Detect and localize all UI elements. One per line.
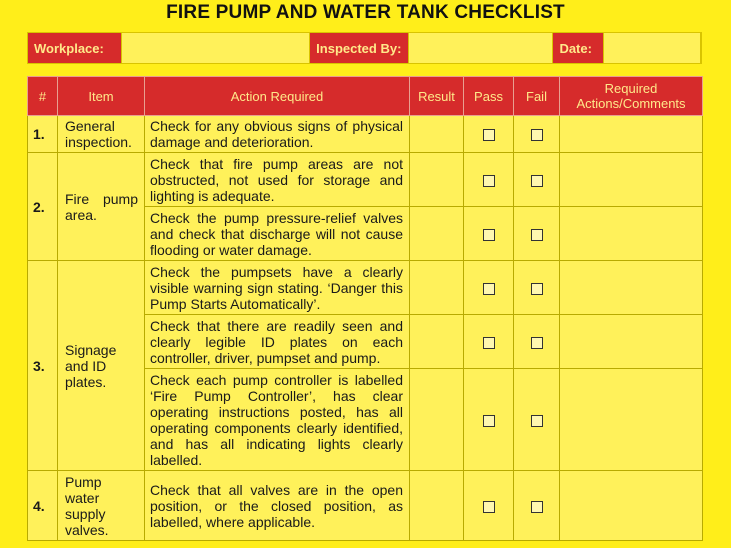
pass-cell bbox=[464, 116, 514, 153]
checkbox-icon[interactable] bbox=[483, 501, 495, 513]
checkbox-icon[interactable] bbox=[483, 229, 495, 241]
action-required: Check the pump pressure-relief valves and check that discharge will not cause flooding or water damage. bbox=[145, 207, 410, 261]
checkbox-icon[interactable] bbox=[483, 283, 495, 295]
checkbox-icon[interactable] bbox=[531, 229, 543, 241]
header-item: Item bbox=[58, 77, 145, 116]
section-item: Pump water supply valves. bbox=[58, 471, 145, 541]
pass-cell bbox=[464, 315, 514, 369]
comments-cell[interactable] bbox=[560, 471, 703, 541]
section-number: 3. bbox=[28, 261, 58, 471]
pass-cell bbox=[464, 207, 514, 261]
pass-cell bbox=[464, 471, 514, 541]
checkbox-icon[interactable] bbox=[483, 337, 495, 349]
comments-cell[interactable] bbox=[560, 116, 703, 153]
checkbox-icon[interactable] bbox=[531, 283, 543, 295]
inspected-by-label: Inspected By: bbox=[310, 33, 408, 63]
fail-cell bbox=[514, 261, 560, 315]
checkbox-icon[interactable] bbox=[483, 129, 495, 141]
action-required: Check for any obvious signs of physical damage and deterioration. bbox=[145, 116, 410, 153]
checkbox-icon[interactable] bbox=[483, 415, 495, 427]
action-required: Check that fire pump areas are not obstructed, not used for storage and lighting is adequate. bbox=[145, 153, 410, 207]
pass-cell bbox=[464, 369, 514, 471]
fail-cell bbox=[514, 116, 560, 153]
checkbox-icon[interactable] bbox=[483, 175, 495, 187]
section-number: 2. bbox=[28, 153, 58, 261]
section-number: 4. bbox=[28, 471, 58, 541]
header-result: Result bbox=[410, 77, 464, 116]
result-cell[interactable] bbox=[410, 261, 464, 315]
header-pass: Pass bbox=[464, 77, 514, 116]
workplace-field[interactable] bbox=[121, 33, 310, 63]
section-item: General inspection. bbox=[58, 116, 145, 153]
header-comments: Required Actions/Comments bbox=[560, 77, 703, 116]
action-required: Check each pump controller is labelled ‘Fire Pump Controller’, has clear operating instructions posted, has all operating components clearly identified, and has all indicating lights clearly labelled. bbox=[145, 369, 410, 471]
checkbox-icon[interactable] bbox=[531, 175, 543, 187]
inspected-by-field[interactable] bbox=[408, 33, 554, 63]
checkbox-icon[interactable] bbox=[531, 415, 543, 427]
checkbox-icon[interactable] bbox=[531, 501, 543, 513]
inspection-info-row bbox=[27, 32, 702, 64]
result-cell[interactable] bbox=[410, 369, 464, 471]
comments-cell[interactable] bbox=[560, 153, 703, 207]
action-required: Check that all valves are in the open position, or the closed position, as labelled, where applicable. bbox=[145, 471, 410, 541]
action-required: Check that there are readily seen and clearly legible ID plates on each controller, driver, pumpset and pump. bbox=[145, 315, 410, 369]
table-row bbox=[28, 471, 703, 541]
checkbox-icon[interactable] bbox=[531, 129, 543, 141]
table-header-row bbox=[28, 77, 703, 116]
result-cell[interactable] bbox=[410, 153, 464, 207]
checklist-table bbox=[27, 76, 703, 541]
result-cell[interactable] bbox=[410, 471, 464, 541]
pass-cell bbox=[464, 261, 514, 315]
table-row bbox=[28, 261, 703, 315]
fail-cell bbox=[514, 369, 560, 471]
checkbox-icon[interactable] bbox=[531, 337, 543, 349]
date-field[interactable] bbox=[603, 33, 701, 63]
header-number: # bbox=[28, 77, 58, 116]
comments-cell[interactable] bbox=[560, 369, 703, 471]
fail-cell bbox=[514, 207, 560, 261]
section-item: Fire pump area. bbox=[58, 153, 145, 261]
comments-cell[interactable] bbox=[560, 207, 703, 261]
fail-cell bbox=[514, 315, 560, 369]
table-row bbox=[28, 116, 703, 153]
section-item: Signage and ID plates. bbox=[58, 261, 145, 471]
page-title: FIRE PUMP AND WATER TANK CHECKLIST bbox=[166, 2, 565, 23]
header-fail: Fail bbox=[514, 77, 560, 116]
fail-cell bbox=[514, 153, 560, 207]
comments-cell[interactable] bbox=[560, 315, 703, 369]
workplace-label: Workplace: bbox=[28, 33, 121, 63]
section-number: 1. bbox=[28, 116, 58, 153]
result-cell[interactable] bbox=[410, 207, 464, 261]
header-action-required: Action Required bbox=[145, 77, 410, 116]
table-row bbox=[28, 153, 703, 207]
comments-cell[interactable] bbox=[560, 261, 703, 315]
fail-cell bbox=[514, 471, 560, 541]
action-required: Check the pumpsets have a clearly visible warning sign stating. ‘Danger this Pump Starts Automatically’. bbox=[145, 261, 410, 315]
pass-cell bbox=[464, 153, 514, 207]
date-label: Date: bbox=[553, 33, 603, 63]
result-cell[interactable] bbox=[410, 315, 464, 369]
result-cell[interactable] bbox=[410, 116, 464, 153]
